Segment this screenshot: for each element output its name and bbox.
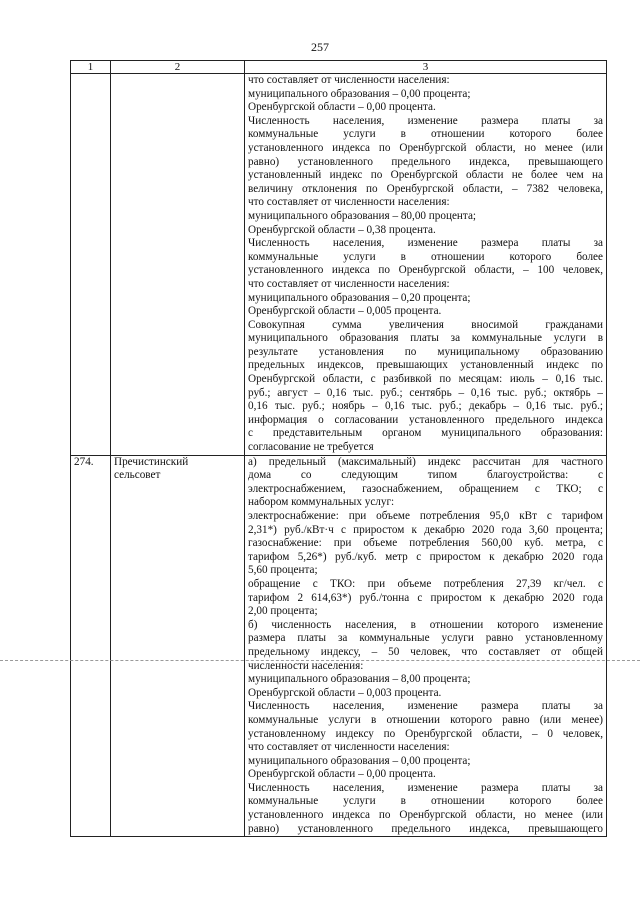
settlement-name-line: сельсовет (114, 469, 161, 482)
header-col-2: 2 (111, 61, 245, 74)
text-line: численности населения: (248, 659, 364, 672)
text-line: установленного индекса по Оренбургской области, – 100 человек, (248, 264, 603, 277)
text-line: предельных индексов, превышающих установленный индекс по (248, 359, 603, 372)
text-line: Численность населения, изменение размера платы за (248, 781, 603, 794)
text-line: дома со следующим типом благоустройства: с (248, 469, 603, 482)
text-line: Оренбургской области, с разбивкой по месяцам: июль – 0,16 тыс. (248, 373, 603, 386)
text-line: Оренбургской области – 0,005 процента. (248, 305, 442, 318)
text-line: набором коммунальных услуг: (248, 496, 395, 509)
text-line: что составляет от численности населения: (248, 74, 450, 86)
text-line: 0,16 тыс. руб.; ноябрь – 0,16 тыс. руб.; декабрь – 0,16 тыс. руб.; (248, 400, 603, 413)
text-line: Численность населения, изменение размера платы за (248, 237, 603, 250)
text-line: муниципального образования – 0,00 процента; (248, 87, 471, 100)
text-line: обращение с ТКО: при объеме потребления 27,39 кг/чел. с (248, 577, 603, 590)
row-text-cell (245, 455, 607, 837)
text-line: что составляет от численности населения: (248, 277, 450, 290)
text-line: что составляет от численности населения: (248, 741, 450, 754)
text-line: согласование не требуется (248, 441, 374, 454)
text-line: Оренбургской области – 0,003 процента. (248, 686, 442, 699)
text-line: 2,00 процента; (248, 605, 318, 618)
settlement-name-line: Пречистинский (114, 455, 189, 468)
text-line: равно) установленного предельного индекса, превышающего (248, 155, 603, 168)
page-number: 257 (311, 40, 329, 54)
text-line: тарифом 5,26*) руб./куб. метр с приростом к декабрю 2020 года (248, 550, 603, 563)
text-line: а) предельный (максимальный) индекс рассчитан для частного (248, 455, 603, 468)
text-line: электроснабжением, газоснабжением, обращением с ТКО; с (248, 482, 603, 495)
text-line: тарифом 2 614,63*) руб./тонна с приростом к декабрю 2020 года (248, 591, 603, 604)
text-line: муниципального образования – 0,00 процента; (248, 754, 471, 767)
text-line: б) численность населения, в отношении которого изменение (248, 618, 603, 631)
scan-artifact-line (0, 660, 640, 661)
text-line: Оренбургской области – 0,38 процента. (248, 223, 436, 236)
text-line: установленного индекса по Оренбургской области, но менее (или (248, 141, 603, 154)
text-line: муниципального образования платы за коммунальные услуги в (248, 332, 603, 345)
text-line: коммунальные услуги в отношении которого равно (или менее) (248, 713, 603, 726)
text-line: информация о согласовании установленного предельного индекса (248, 413, 603, 426)
table-row-274 (71, 455, 607, 837)
row-text-cell (245, 74, 607, 456)
row-name-cell (111, 455, 245, 837)
text-line: муниципального образования – 0,20 процента; (248, 291, 471, 304)
table-row-continued (71, 74, 607, 456)
text-line: результате установления по муниципальному образованию (248, 345, 603, 358)
text-line: равно) установленного предельного индекса, превышающего (248, 822, 603, 835)
text-line: Численность населения, изменение размера платы за (248, 700, 603, 713)
row-name-cell (111, 74, 245, 456)
text-line: муниципального образования – 80,00 процента; (248, 209, 477, 222)
row-number-cell: 274. (71, 455, 111, 837)
text-line: руб.; август – 0,16 тыс. руб.; сентябрь – 0,16 тыс. руб.; октябрь – (248, 386, 603, 399)
row-number-cell (71, 74, 111, 456)
text-line: коммунальные услуги в отношении которого более (248, 250, 603, 263)
text-line: величину отклонения по Оренбургской области, – 7382 человека, (248, 182, 603, 195)
text-line: газоснабжение: при объеме потребления 560,00 куб. метра, с (248, 537, 603, 550)
text-line: Совокупная сумма увеличения вносимой гражданами (248, 318, 603, 331)
text-line: что составляет от численности населения: (248, 196, 450, 209)
text-line: 2,31*) руб./кВт·ч с приростом к декабрю 2020 года 3,60 процента; (248, 523, 603, 536)
header-col-1: 1 (71, 61, 111, 74)
text-line: Оренбургской области – 0,00 процента. (248, 768, 436, 781)
text-line: коммунальные услуги в отношении которого более (248, 795, 603, 808)
text-line: установленному индексу по Оренбургской области, – 0 человек, (248, 727, 603, 740)
table-header-row (71, 61, 607, 74)
text-line: коммунальные услуги в отношении которого более (248, 128, 603, 141)
text-line: с представительным органом муниципального образования: (248, 427, 603, 440)
text-line: установленный индекс по Оренбургской области не более чем на (248, 169, 603, 182)
document-table (70, 60, 607, 837)
text-line: установленного индекса по Оренбургской области, но менее (или (248, 809, 603, 822)
text-line: муниципального образования – 8,00 процента; (248, 673, 471, 686)
text-line: 5,60 процента; (248, 564, 318, 577)
text-line: Оренбургской области – 0,00 процента. (248, 101, 436, 114)
text-line: Численность населения, изменение размера платы за (248, 114, 603, 127)
text-line: размера платы за коммунальные услуги равно установленному (248, 632, 603, 645)
text-line: предельному индексу, – 50 человек, что составляет от общей (248, 645, 603, 658)
text-line: электроснабжение: при объеме потребления 95,0 кВт с тарифом (248, 510, 603, 522)
header-col-3: 3 (245, 61, 607, 74)
